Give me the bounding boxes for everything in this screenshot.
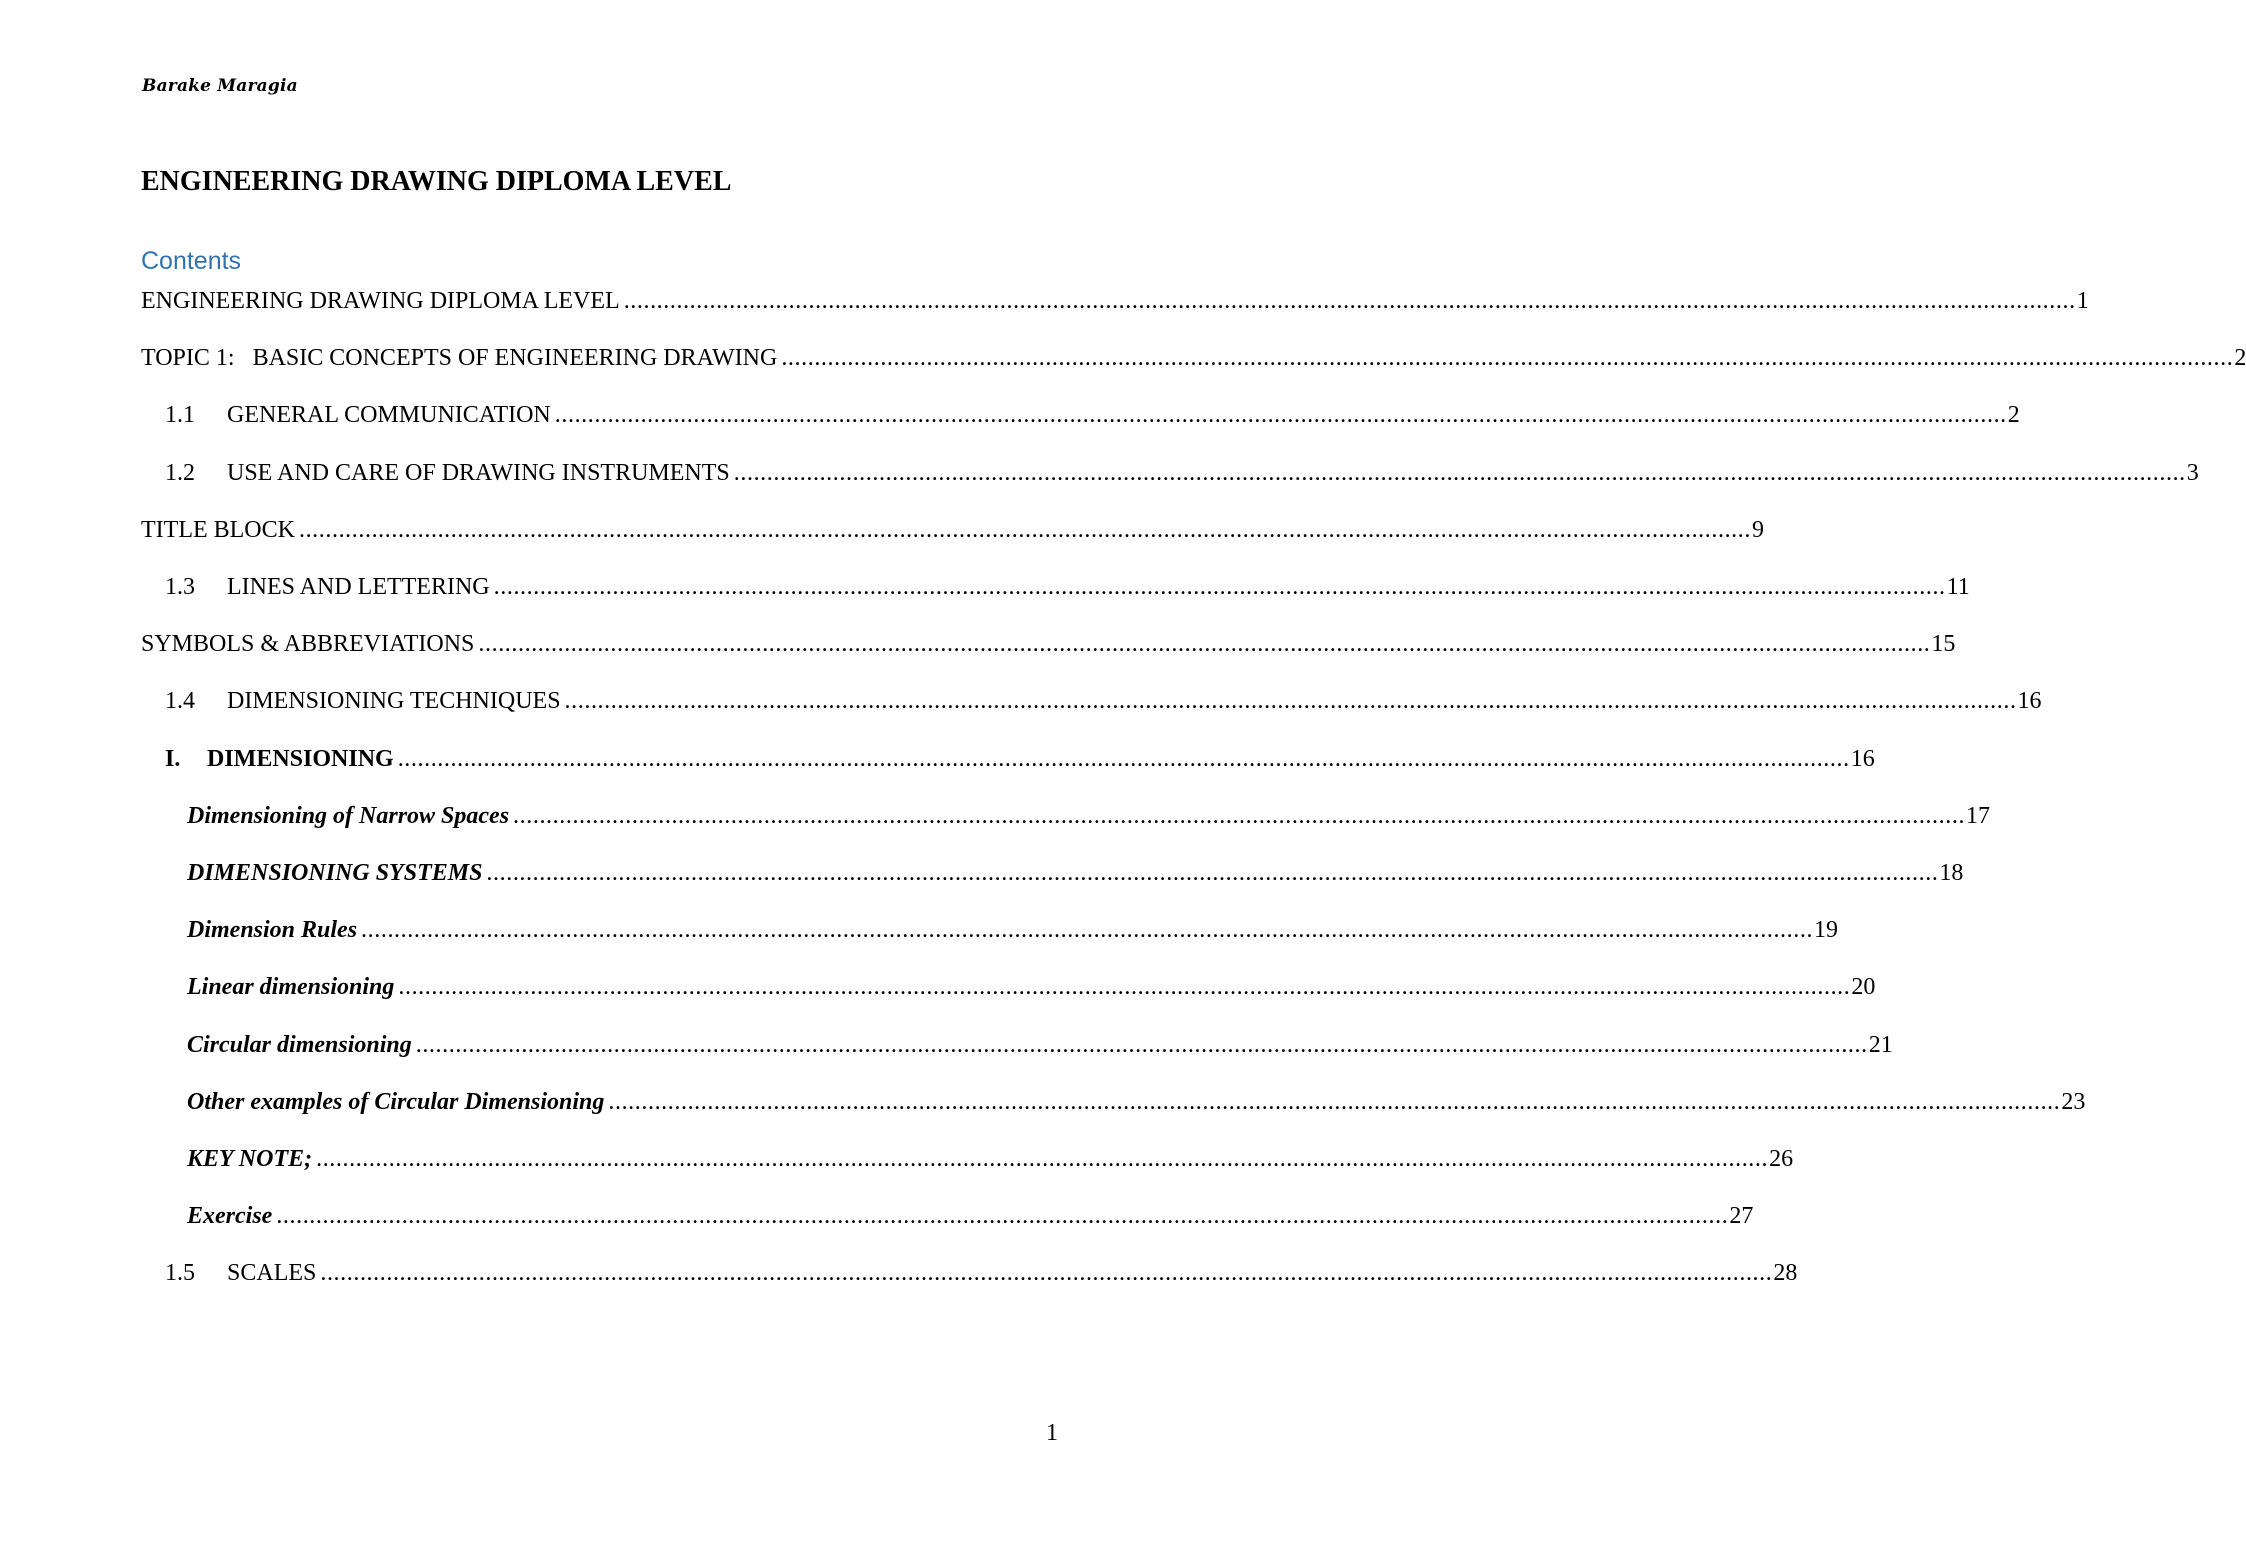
toc-entry-title: Exercise bbox=[187, 1203, 273, 1230]
toc-entry-page: 27 bbox=[1729, 1203, 1754, 1230]
toc-entry-number: 1.5 bbox=[165, 1260, 195, 1287]
toc-dot-leader: ............................................................................................................................................................................................................................ bbox=[415, 1031, 1868, 1058]
toc-dot-leader: ............................................................................................................................................................................................................................ bbox=[564, 688, 2017, 715]
toc-entry[interactable] bbox=[187, 801, 1991, 831]
toc-entry[interactable] bbox=[165, 686, 2042, 716]
toc-dot-leader: ............................................................................................................................................................................................................................ bbox=[316, 1146, 1769, 1172]
toc-entry-page: 2 bbox=[2234, 345, 2246, 372]
toc-dot-leader: ............................................................................................................................................................................................................................ bbox=[478, 631, 1931, 658]
toc-entry[interactable] bbox=[187, 858, 1964, 888]
toc-dot-leader: ............................................................................................................................................................................................................................ bbox=[493, 574, 1946, 600]
toc-entry-title: DIMENSIONING bbox=[207, 745, 394, 772]
toc-dot-leader: ............................................................................................................................................................................................................................ bbox=[398, 974, 1851, 1001]
toc-entry[interactable] bbox=[187, 1201, 1754, 1231]
toc-entry-number: 1.1 bbox=[165, 402, 195, 429]
document-title: ENGINEERING DRAWING DIPLOMA LEVEL bbox=[141, 166, 732, 197]
toc-entry-page: 16 bbox=[1850, 745, 1875, 772]
toc-entry-number: 1.2 bbox=[165, 459, 195, 486]
toc-entry-page: 21 bbox=[1868, 1031, 1893, 1058]
toc-entry-title: TOPIC 1: BASIC CONCEPTS OF ENGINEERING DRAWING bbox=[141, 345, 778, 372]
toc-dot-leader: ............................................................................................................................................................................................................................ bbox=[298, 516, 1751, 543]
toc-entry-page: 3 bbox=[2186, 459, 2199, 486]
toc-entry[interactable] bbox=[141, 286, 2089, 316]
toc-entry-title: ENGINEERING DRAWING DIPLOMA LEVEL bbox=[141, 288, 620, 314]
toc-entry[interactable] bbox=[165, 458, 2199, 488]
toc-entry-title: GENERAL COMMUNICATION bbox=[227, 402, 551, 429]
toc-entry[interactable] bbox=[165, 400, 2020, 430]
toc-entry-title: Other examples of Circular Dimensioning bbox=[187, 1088, 605, 1115]
toc-entry-page: 11 bbox=[1946, 574, 1970, 600]
toc-dot-leader: ............................................................................................................................................................................................................................ bbox=[320, 1260, 1773, 1287]
toc-entry[interactable] bbox=[165, 744, 1875, 774]
toc-dot-leader: ............................................................................................................................................................................................................................ bbox=[397, 745, 1850, 772]
toc-entry-title: DIMENSIONING TECHNIQUES bbox=[227, 688, 561, 715]
toc-entry[interactable] bbox=[141, 515, 1764, 545]
toc-dot-leader: ............................................................................................................................................................................................................................ bbox=[733, 459, 2186, 486]
toc-entry-page: 16 bbox=[2017, 688, 2042, 715]
toc-entry[interactable] bbox=[141, 629, 1956, 659]
toc-entry-title: SCALES bbox=[227, 1260, 317, 1287]
toc-entry-page: 28 bbox=[1773, 1260, 1798, 1287]
toc-entry[interactable] bbox=[187, 972, 1876, 1002]
toc-entry-page: 15 bbox=[1931, 631, 1956, 658]
toc-entry-number: 1.3 bbox=[165, 574, 195, 600]
toc-entry[interactable] bbox=[187, 1087, 2086, 1117]
toc-dot-leader: ............................................................................................................................................................................................................................ bbox=[276, 1203, 1729, 1230]
toc-entry-page: 26 bbox=[1769, 1146, 1794, 1172]
toc-entry-page: 2 bbox=[2007, 402, 2020, 429]
toc-entry[interactable] bbox=[187, 1144, 1794, 1174]
toc-entry-page: 23 bbox=[2061, 1088, 2086, 1115]
toc-dot-leader: ............................................................................................................................................................................................................................ bbox=[486, 860, 1939, 886]
toc-entry[interactable] bbox=[187, 915, 1839, 945]
page-header-author: Barake Maragia bbox=[142, 76, 298, 96]
toc-dot-leader: ............................................................................................................................................................................................................................ bbox=[361, 917, 1814, 944]
page-number: 1 bbox=[1046, 1420, 1058, 1446]
toc-entry[interactable] bbox=[165, 572, 1970, 602]
toc-dot-leader: ............................................................................................................................................................................................................................ bbox=[608, 1088, 2061, 1115]
toc-entry-title: LINES AND LETTERING bbox=[227, 574, 490, 600]
toc-entry-page: 19 bbox=[1814, 917, 1839, 944]
toc-entry-page: 17 bbox=[1966, 802, 1991, 829]
toc-entry-title: Linear dimensioning bbox=[187, 974, 395, 1001]
toc-dot-leader: ............................................................................................................................................................................................................................ bbox=[513, 802, 1966, 829]
contents-heading: Contents bbox=[141, 247, 242, 275]
toc-entry[interactable] bbox=[187, 1030, 1893, 1060]
toc-entry-title: Circular dimensioning bbox=[187, 1031, 412, 1058]
toc-entry-page: 9 bbox=[1751, 516, 1764, 543]
toc-entry[interactable] bbox=[141, 343, 2246, 373]
toc-entry-title: KEY NOTE; bbox=[187, 1146, 313, 1172]
toc-entry-title: TITLE BLOCK bbox=[141, 516, 295, 543]
toc-entry-title: Dimension Rules bbox=[187, 917, 358, 944]
toc-entry-page: 1 bbox=[2076, 288, 2089, 314]
toc-entry-title: SYMBOLS & ABBREVIATIONS bbox=[141, 631, 475, 658]
toc-entry-title: USE AND CARE OF DRAWING INSTRUMENTS bbox=[227, 459, 730, 486]
toc-entry-page: 18 bbox=[1939, 860, 1964, 886]
toc-entry-title: Dimensioning of Narrow Spaces bbox=[187, 802, 510, 829]
toc-dot-leader: ............................................................................................................................................................................................................................ bbox=[781, 345, 2234, 372]
toc-entry-number: 1.4 bbox=[165, 688, 195, 715]
toc-entry-page: 20 bbox=[1851, 974, 1876, 1001]
toc-dot-leader: ............................................................................................................................................................................................................................ bbox=[554, 402, 2007, 429]
toc-dot-leader: ............................................................................................................................................................................................................................ bbox=[623, 288, 2076, 314]
toc-entry-title: DIMENSIONING SYSTEMS bbox=[187, 860, 483, 886]
toc-entry-number: I. bbox=[165, 745, 181, 772]
toc-entry[interactable] bbox=[165, 1258, 1798, 1288]
